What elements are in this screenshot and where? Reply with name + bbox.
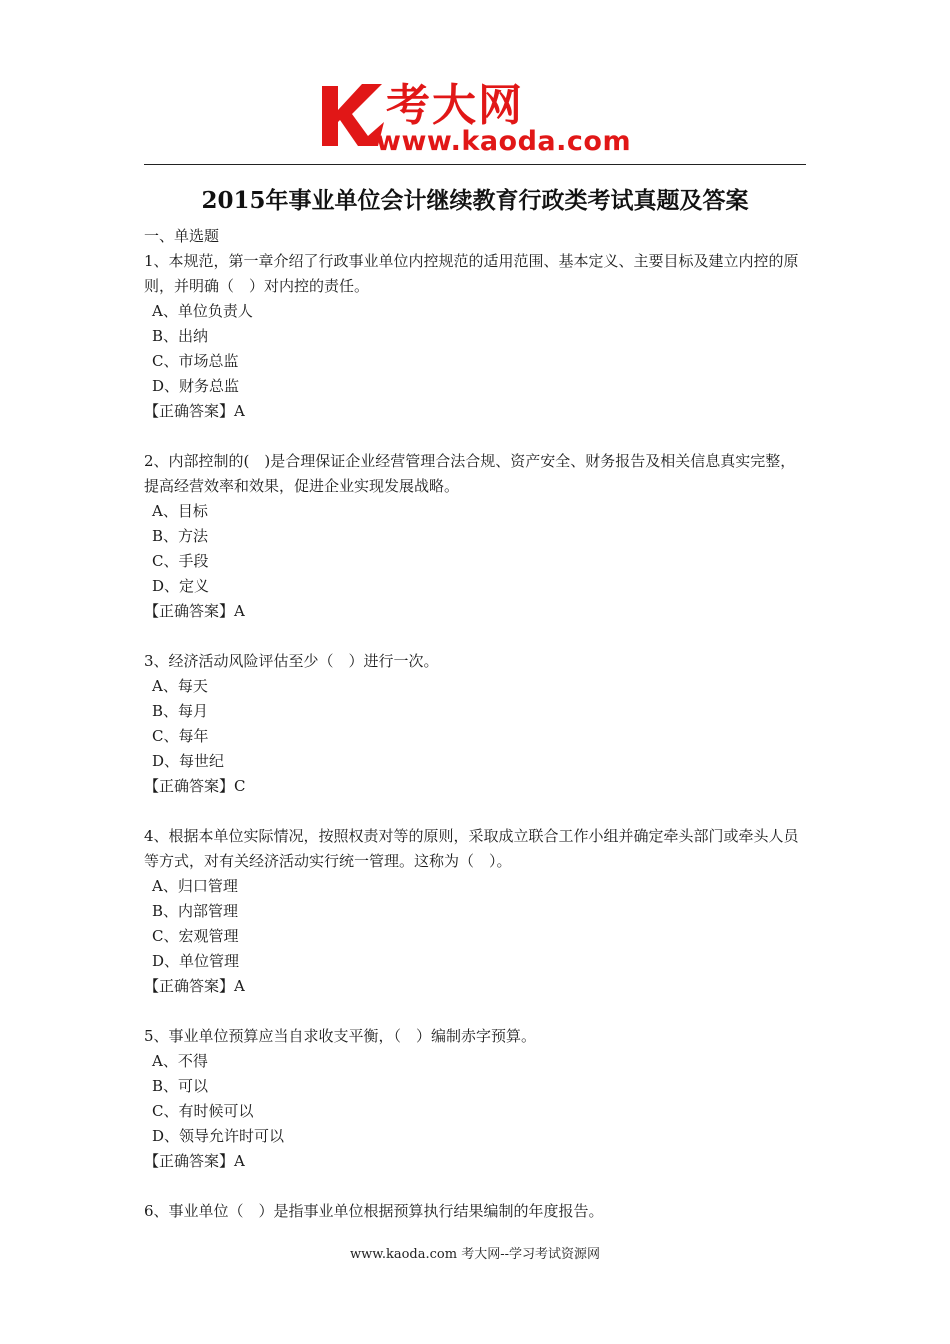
question-1 (144, 249, 809, 424)
option-d: D、每世纪 (152, 752, 225, 770)
document-title: 2015年事业单位会计继续教育行政类考试真题及答案 (201, 187, 749, 214)
option-b: B、可以 (152, 1077, 209, 1095)
option-c: C、有时候可以 (152, 1102, 254, 1120)
option-c: C、手段 (152, 552, 209, 570)
option-d: D、领导允许时可以 (152, 1127, 285, 1145)
question-6 (144, 1199, 809, 1224)
option-b: B、每月 (152, 702, 209, 720)
question-stem: 5、事业单位预算应当自求收支平衡，（ ）编制赤字预算。 (144, 1027, 537, 1045)
logo-url-text: www.kaoda.com (376, 126, 632, 157)
option-a: A、目标 (152, 502, 208, 520)
option-b: B、方法 (152, 527, 209, 545)
question-stem: 6、事业单位（ ）是指事业单位根据预算执行结果编制的年度报告。 (144, 1202, 604, 1220)
question-list (144, 224, 809, 1224)
option-c: C、市场总监 (152, 352, 239, 370)
header-divider (144, 164, 806, 165)
question-2 (144, 449, 809, 624)
option-d: D、财务总监 (152, 377, 240, 395)
option-a: A、单位负责人 (152, 302, 253, 320)
question-4 (144, 824, 809, 999)
option-a: A、不得 (152, 1052, 208, 1070)
option-d: D、单位管理 (152, 952, 240, 970)
correct-answer: 【正确答案】A (144, 1152, 245, 1170)
option-b: B、内部管理 (152, 902, 239, 920)
logo-brand-text: 考大网 (386, 80, 524, 131)
option-a: A、归口管理 (152, 877, 238, 895)
option-a: A、每天 (152, 677, 208, 695)
section-heading: 一、单选题 (144, 227, 220, 245)
option-d: D、定义 (152, 577, 210, 595)
correct-answer: 【正确答案】A (144, 602, 245, 620)
correct-answer: 【正确答案】A (144, 402, 245, 420)
page-footer: www.kaoda.com 考大网--学习考试资源网 (350, 1247, 600, 1262)
question-stem: 2、内部控制的( )是合理保证企业经营管理合法合规、资产安全、财务报告及相关信息真实完整，提高经营效率和效果，促进企业实现发展战略。 (144, 452, 796, 495)
option-c: C、每年 (152, 727, 209, 745)
correct-answer: 【正确答案】A (144, 977, 245, 995)
question-stem: 1、本规范，第一章介绍了行政事业单位内控规范的适用范围、基本定义、主要目标及建立内控的原则，并明确（ ）对内控的责任。 (144, 252, 799, 295)
question-stem: 4、根据本单位实际情况，按照权责对等的原则，采取成立联合工作小组并确定牵头部门或牵头人员等方式，对有关经济活动实行统一管理。这称为（ ）。 (144, 827, 799, 870)
correct-answer: 【正确答案】C (144, 777, 246, 795)
option-c: C、宏观管理 (152, 927, 239, 945)
question-5 (144, 1024, 809, 1174)
kaoda-logo (318, 80, 648, 160)
question-stem: 3、经济活动风险评估至少（ ）进行一次。 (144, 652, 439, 670)
question-3 (144, 649, 809, 799)
option-b: B、出纳 (152, 327, 209, 345)
